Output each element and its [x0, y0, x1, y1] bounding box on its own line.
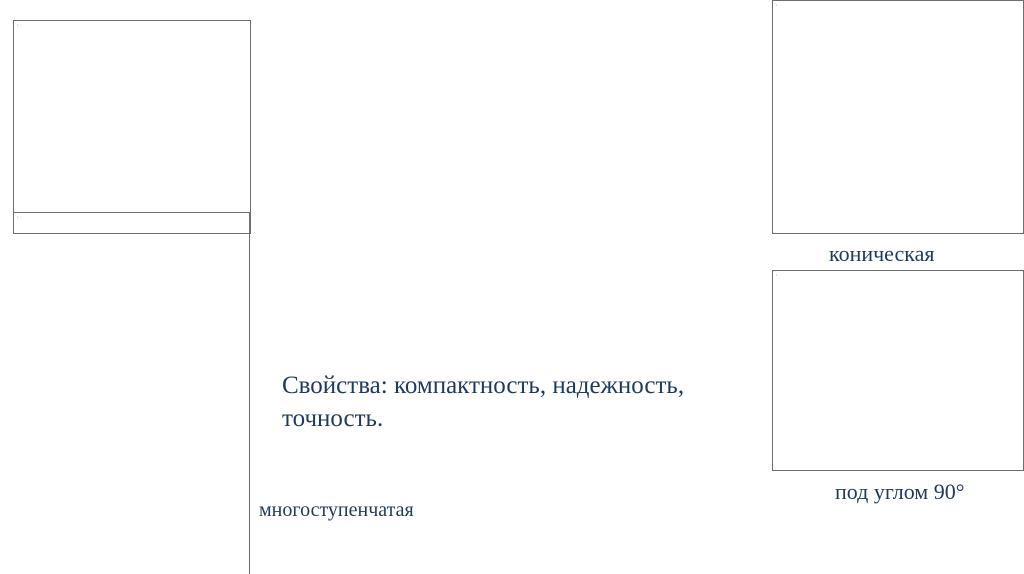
image-placeholder-tag: ▪: [776, 273, 778, 277]
caption-conical: коническая: [829, 241, 935, 266]
image-placeholder-tag: ▪: [776, 3, 778, 7]
image-placeholder-tag: ▪: [17, 23, 19, 27]
vertical-divider: [249, 212, 250, 574]
image-placeholder-conical: [772, 0, 1024, 234]
image-placeholder-multistage: [13, 20, 251, 234]
image-placeholder-multistage-lower: [13, 212, 251, 234]
image-placeholder-tag: ▪: [17, 215, 19, 219]
properties-text-line1: Свойства: компактность, надежность,: [282, 372, 685, 399]
image-placeholder-right-angle: [772, 270, 1024, 471]
caption-right-angle: под углом 90°: [835, 479, 965, 504]
caption-multistage: многоступенчатая: [259, 499, 414, 521]
properties-text-line2: точность.: [282, 405, 384, 432]
